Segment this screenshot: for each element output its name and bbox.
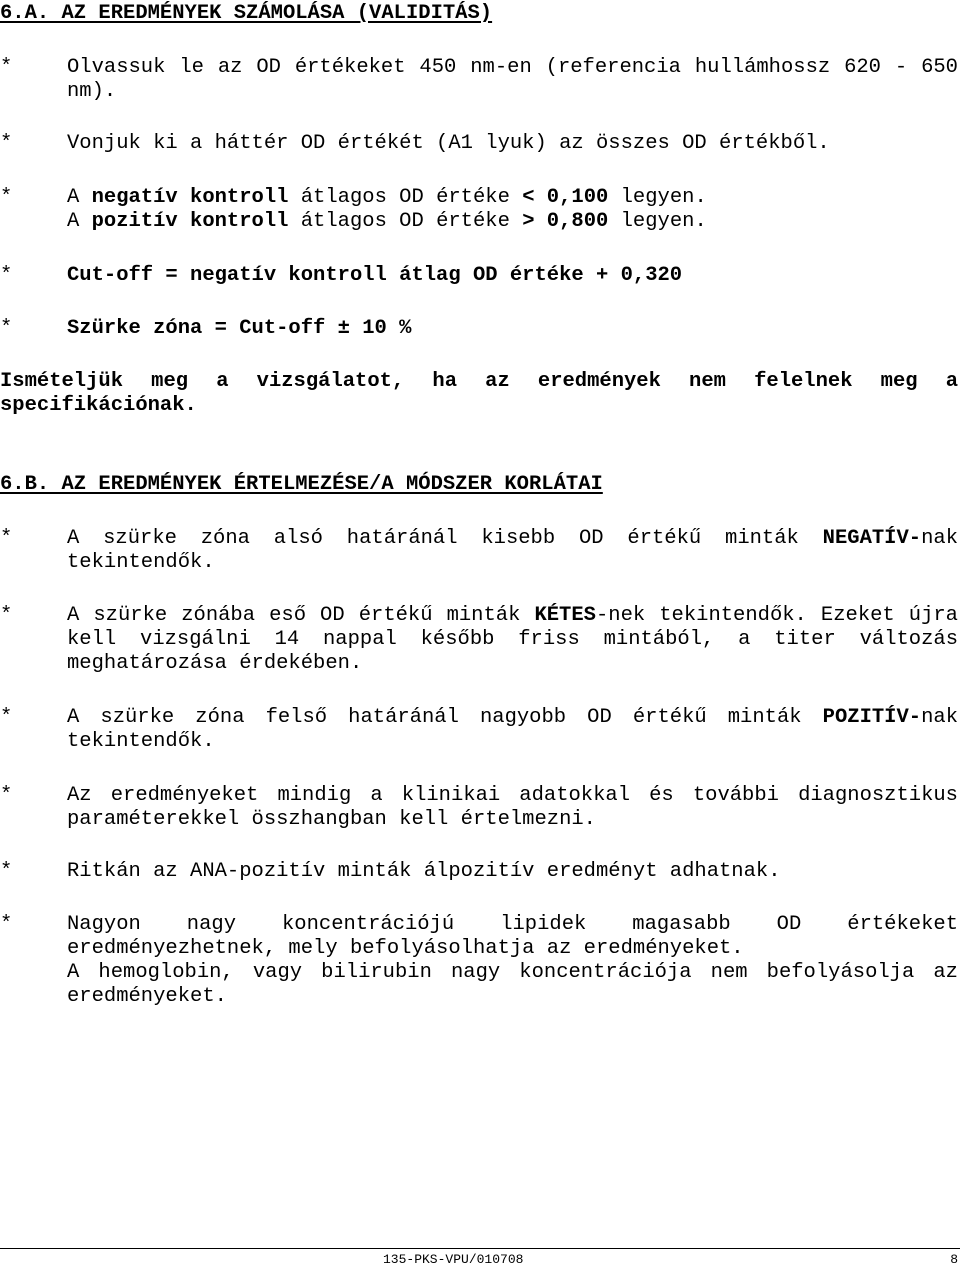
document-code: 135-PKS-VPU/010708: [383, 1252, 524, 1267]
bullet-marker: *: [0, 706, 13, 729]
list-item: [0, 317, 958, 341]
grey-zone-formula: Szürke zóna = Cut-off ± 10 %: [67, 317, 412, 340]
list-item: [0, 527, 958, 575]
list-item: [0, 784, 958, 832]
bullet-marker: *: [0, 317, 13, 340]
list-item: [0, 913, 958, 1009]
bullet-text: Az eredményeket mindig a klinikai adatokkal és további diagnosztikus paraméterekkel összhangban kell értelmezni.: [67, 784, 958, 831]
bullet-marker: *: [0, 56, 13, 79]
list-item: [0, 56, 958, 104]
negative-control-criterion: A negatív kontroll átlagos OD értéke < 0,100 legyen.: [67, 186, 707, 209]
bullet-text: Vonjuk ki a háttér OD értékét (A1 lyuk) az összes OD értékből.: [67, 132, 830, 155]
bullet-marker: *: [0, 913, 13, 936]
bullet-text: Nagyon nagy koncentrációjú lipidek magasabb OD értékeket eredményezhetnek, mely befolyásolhatja az eredményeket.: [67, 913, 958, 960]
list-item: [0, 186, 958, 234]
page-footer: [0, 1248, 960, 1268]
list-item: [0, 706, 958, 754]
bullet-text: Olvassuk le az OD értékeket 450 nm-en (referencia hullámhossz 620 - 650 nm).: [67, 56, 958, 103]
bullet-marker: *: [0, 264, 13, 287]
bullet-text: A szürke zónába eső OD értékű minták KÉTES-nek tekintendők. Ezeket újra kell vizsgálni 14 nappal később friss mintából, a titer változás meghatározása érdekében.: [67, 604, 958, 675]
list-item: [0, 264, 958, 288]
list-item: [0, 132, 958, 156]
bullet-text-continued: A hemoglobin, vagy bilirubin nagy koncentrációja nem befolyásolja az eredményeket.: [67, 961, 958, 1008]
bullet-marker: *: [0, 527, 13, 550]
bullet-text: A szürke zóna felső határánál nagyobb OD értékű minták POZITÍV-nak tekintendők.: [67, 706, 958, 753]
cutoff-formula: Cut-off = negatív kontroll átlag OD értéke + 0,320: [67, 264, 683, 287]
list-item: [0, 604, 958, 676]
bullet-marker: *: [0, 186, 13, 209]
bullet-marker: *: [0, 784, 13, 807]
page-number: 8: [950, 1252, 958, 1267]
bullet-marker: *: [0, 860, 13, 883]
bullet-text: A szürke zóna alsó határánál kisebb OD értékű minták NEGATÍV-nak tekintendők.: [67, 527, 958, 574]
bullet-marker: *: [0, 132, 13, 155]
section-a-title: 6.A. AZ EREDMÉNYEK SZÁMOLÁSA (VALIDITÁS): [0, 2, 493, 25]
bullet-marker: *: [0, 604, 13, 627]
bullet-text: Ritkán az ANA-pozitív minták álpozitív eredményt adhatnak.: [67, 860, 781, 883]
section-b-title: 6.B. AZ EREDMÉNYEK ÉRTELMEZÉSE/A MÓDSZER KORLÁTAI: [0, 473, 603, 496]
list-item: [0, 860, 958, 884]
repeat-note: Ismételjük meg a vizsgálatot, ha az eredmények nem felelnek meg a specifikációnak.: [0, 370, 958, 417]
positive-control-criterion: A pozitív kontroll átlagos OD értéke > 0,800 legyen.: [67, 210, 707, 233]
